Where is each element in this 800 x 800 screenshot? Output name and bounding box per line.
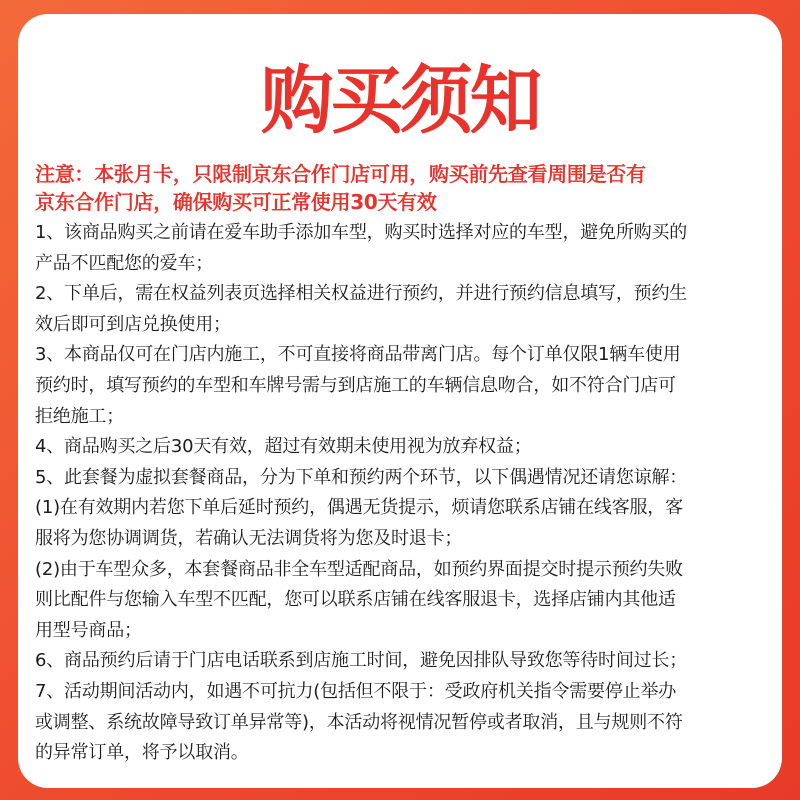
notice-line-2: 京东合作门店，确保购买可正常使用30天有效 [35, 190, 437, 214]
rule-line: (2)由于车型众多，本套餐商品非全车型适配商品，如预约界面提交时提示预约失败 [35, 558, 683, 580]
rule-line: 6、商品预约后请于门店电话联系到店施工时间，避免因排队导致您等待时间过长； [35, 650, 688, 672]
rule-line: 5、此套餐为虚拟套餐商品，分为下单和预约两个环节，以下偶遇情况还请您谅解： [35, 466, 688, 488]
rule-line: 产品不匹配您的爱车； [35, 252, 213, 274]
rule-line: 则比配件与您输入车型不匹配，您可以联系店铺在线客服退卡，选择店铺内其他适 [35, 589, 676, 611]
rule-line: 7、活动期间活动内，如遇不可抗力(包括但不限于：受政府机关指令需要停止举办 [35, 680, 677, 702]
rule-line: 用型号商品； [35, 619, 142, 641]
notice-warning [35, 160, 770, 216]
rule-line: 效后即可到店兑换使用； [35, 313, 231, 335]
rule-line: 4、商品购买之后30天有效，超过有效期未使用视为放弃权益； [35, 436, 532, 458]
rule-line: 的异常订单，将予以取消。 [35, 742, 249, 764]
rule-line: (1)在有效期内若您下单后延时预约，偶遇无货提示，烦请您联系店铺在线客服，客 [35, 497, 683, 519]
rule-line: 或调整、系统故障导致订单异常等)，本活动将视情况暂停或者取消，且与规则不符 [35, 711, 683, 733]
page-title: 购买须知 [260, 58, 540, 144]
rules-list [35, 218, 775, 769]
notice-line-1: 注意：本张月卡，只限制京东合作门店可用，购买前先查看周围是否有 [35, 162, 646, 186]
rule-line: 2、下单后，需在权益列表页选择相关权益进行预约，并进行预约信息填写，预约生 [35, 283, 688, 305]
rule-line: 服将为您协调调货，若确认无法调货将为您及时退卡； [35, 527, 463, 549]
rule-line: 拒绝施工； [35, 405, 124, 427]
rule-line: 3、本商品仅可在门店内施工，不可直接将商品带离门店。每个订单仅限1辆车使用 [35, 344, 681, 366]
rule-line: 预约时，填写预约的车型和车牌号需与到店施工的车辆信息吻合，如不符合门店可 [35, 374, 676, 396]
notice-card [18, 14, 782, 788]
rule-line: 1、该商品购买之前请在爱车助手添加车型，购买时选择对应的车型，避免所购买的 [35, 222, 688, 243]
